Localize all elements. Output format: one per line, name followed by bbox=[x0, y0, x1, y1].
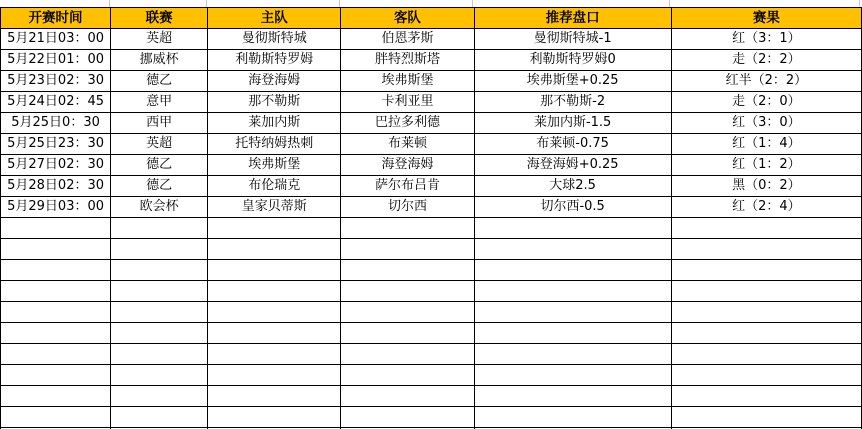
empty-cell[interactable] bbox=[111, 260, 208, 281]
column-header-cell-5[interactable]: 推荐盘口 bbox=[474, 8, 671, 29]
league-cell[interactable]: 欧会杯 bbox=[111, 197, 208, 218]
empty-cell[interactable] bbox=[474, 260, 671, 281]
away-team-cell[interactable]: 埃弗斯堡 bbox=[341, 71, 474, 92]
column-header-cell-3[interactable]: 主队 bbox=[208, 8, 341, 29]
empty-cell[interactable] bbox=[341, 302, 474, 323]
empty-cell[interactable] bbox=[671, 260, 861, 281]
home-team-cell[interactable]: 布伦瑞克 bbox=[208, 176, 341, 197]
table-row bbox=[1, 155, 862, 176]
away-team-cell[interactable]: 萨尔布吕肯 bbox=[341, 176, 474, 197]
empty-cell[interactable] bbox=[1, 365, 111, 386]
match-time-cell[interactable]: 5月29日03：00 bbox=[1, 197, 111, 218]
away-team-cell[interactable]: 卡利亚里 bbox=[341, 92, 474, 113]
schedule-table bbox=[0, 7, 862, 429]
table-body bbox=[1, 29, 862, 429]
empty-cell[interactable] bbox=[341, 344, 474, 365]
pick-cell[interactable]: 布莱顿-0.75 bbox=[474, 134, 671, 155]
league-cell[interactable]: 德乙 bbox=[111, 176, 208, 197]
empty-cell[interactable] bbox=[208, 239, 341, 260]
empty-cell[interactable] bbox=[208, 260, 341, 281]
empty-cell[interactable] bbox=[341, 260, 474, 281]
empty-cell[interactable] bbox=[671, 407, 861, 428]
empty-cell[interactable] bbox=[1, 344, 111, 365]
home-team-cell[interactable]: 莱加内斯 bbox=[208, 113, 341, 134]
league-cell[interactable]: 西甲 bbox=[111, 113, 208, 134]
empty-cell[interactable] bbox=[1, 260, 111, 281]
empty-row bbox=[1, 365, 862, 386]
league-cell[interactable]: 英超 bbox=[111, 134, 208, 155]
empty-cell[interactable] bbox=[208, 407, 341, 428]
home-team-cell[interactable]: 埃弗斯堡 bbox=[208, 155, 341, 176]
empty-row bbox=[1, 323, 862, 344]
empty-cell[interactable] bbox=[1, 302, 111, 323]
away-team-cell[interactable]: 巴拉多利德 bbox=[341, 113, 474, 134]
empty-row bbox=[1, 407, 862, 428]
table-header-row bbox=[1, 8, 862, 29]
away-team-cell[interactable]: 布莱顿 bbox=[341, 134, 474, 155]
empty-cell[interactable] bbox=[341, 386, 474, 407]
result-cell[interactable]: 红（3：1） bbox=[671, 29, 861, 50]
pick-cell[interactable]: 埃弗斯堡+0.25 bbox=[474, 71, 671, 92]
empty-cell[interactable] bbox=[208, 323, 341, 344]
empty-cell[interactable] bbox=[671, 323, 861, 344]
result-cell[interactable]: 红（3：0） bbox=[671, 113, 861, 134]
table-row bbox=[1, 134, 862, 155]
match-time-cell[interactable]: 5月25日0：30 bbox=[1, 113, 111, 134]
empty-cell[interactable] bbox=[111, 386, 208, 407]
pick-cell[interactable]: 曼彻斯特城-1 bbox=[474, 29, 671, 50]
empty-cell[interactable] bbox=[474, 344, 671, 365]
match-time-cell[interactable]: 5月21日03：00 bbox=[1, 29, 111, 50]
result-cell[interactable]: 红半（2：2） bbox=[671, 71, 861, 92]
league-cell[interactable]: 德乙 bbox=[111, 71, 208, 92]
empty-cell[interactable] bbox=[1, 386, 111, 407]
column-header-1[interactable] bbox=[0, 0, 110, 7]
result-cell[interactable]: 红（2：4） bbox=[671, 197, 861, 218]
empty-row bbox=[1, 218, 862, 239]
empty-cell[interactable] bbox=[341, 218, 474, 239]
column-header-cell-1[interactable]: 开赛时间 bbox=[1, 8, 111, 29]
column-header-cell-2[interactable]: 联赛 bbox=[111, 8, 208, 29]
empty-cell[interactable] bbox=[1, 239, 111, 260]
empty-cell[interactable] bbox=[341, 407, 474, 428]
empty-cell[interactable] bbox=[111, 344, 208, 365]
empty-row bbox=[1, 239, 862, 260]
league-cell[interactable]: 英超 bbox=[111, 29, 208, 50]
empty-cell[interactable] bbox=[111, 365, 208, 386]
column-header-2[interactable] bbox=[110, 0, 207, 7]
empty-cell[interactable] bbox=[671, 365, 861, 386]
empty-cell[interactable] bbox=[474, 281, 671, 302]
empty-cell[interactable] bbox=[111, 281, 208, 302]
empty-cell[interactable] bbox=[474, 365, 671, 386]
empty-cell[interactable] bbox=[208, 344, 341, 365]
empty-row bbox=[1, 302, 862, 323]
empty-cell[interactable] bbox=[671, 302, 861, 323]
empty-cell[interactable] bbox=[474, 323, 671, 344]
column-header-6[interactable] bbox=[670, 0, 860, 7]
table-row bbox=[1, 50, 862, 71]
empty-cell[interactable] bbox=[111, 323, 208, 344]
empty-cell[interactable] bbox=[671, 344, 861, 365]
table-row bbox=[1, 176, 862, 197]
table-row bbox=[1, 197, 862, 218]
home-team-cell[interactable]: 海登海姆 bbox=[208, 71, 341, 92]
match-time-cell[interactable]: 5月25日23：30 bbox=[1, 134, 111, 155]
table-row bbox=[1, 29, 862, 50]
table-row bbox=[1, 113, 862, 134]
column-header-5[interactable] bbox=[473, 0, 670, 7]
league-cell[interactable]: 德乙 bbox=[111, 155, 208, 176]
result-cell[interactable]: 红（1：2） bbox=[671, 155, 861, 176]
empty-row bbox=[1, 260, 862, 281]
match-time-cell[interactable]: 5月28日02：30 bbox=[1, 176, 111, 197]
league-cell[interactable]: 意甲 bbox=[111, 92, 208, 113]
pick-cell[interactable]: 莱加内斯-1.5 bbox=[474, 113, 671, 134]
home-team-cell[interactable]: 利勒斯特罗姆 bbox=[208, 50, 341, 71]
home-team-cell[interactable]: 曼彻斯特城 bbox=[208, 29, 341, 50]
empty-cell[interactable] bbox=[474, 239, 671, 260]
pick-cell[interactable]: 切尔西-0.5 bbox=[474, 197, 671, 218]
empty-cell[interactable] bbox=[1, 407, 111, 428]
home-team-cell[interactable]: 那不勒斯 bbox=[208, 92, 341, 113]
empty-cell[interactable] bbox=[341, 239, 474, 260]
empty-cell[interactable] bbox=[671, 386, 861, 407]
empty-cell[interactable] bbox=[111, 218, 208, 239]
column-header-cell-6[interactable]: 赛果 bbox=[671, 8, 861, 29]
pick-cell[interactable]: 海登海姆+0.25 bbox=[474, 155, 671, 176]
empty-cell[interactable] bbox=[474, 386, 671, 407]
empty-cell[interactable] bbox=[671, 239, 861, 260]
empty-cell[interactable] bbox=[208, 302, 341, 323]
empty-row bbox=[1, 344, 862, 365]
empty-cell[interactable] bbox=[671, 218, 861, 239]
away-team-cell[interactable]: 胖特烈斯塔 bbox=[341, 50, 474, 71]
result-cell[interactable]: 红（1：4） bbox=[671, 134, 861, 155]
result-cell[interactable]: 走（2：0） bbox=[671, 92, 861, 113]
match-time-cell[interactable]: 5月24日02：45 bbox=[1, 92, 111, 113]
empty-cell[interactable] bbox=[341, 365, 474, 386]
column-header-3[interactable] bbox=[207, 0, 340, 7]
match-time-cell[interactable]: 5月23日02：30 bbox=[1, 71, 111, 92]
pick-cell[interactable]: 那不勒斯-2 bbox=[474, 92, 671, 113]
empty-cell[interactable] bbox=[474, 407, 671, 428]
pick-cell[interactable]: 大球2.5 bbox=[474, 176, 671, 197]
empty-cell[interactable] bbox=[111, 407, 208, 428]
empty-cell[interactable] bbox=[208, 386, 341, 407]
match-time-cell[interactable]: 5月22日01：00 bbox=[1, 50, 111, 71]
pick-cell[interactable]: 利勒斯特罗姆0 bbox=[474, 50, 671, 71]
empty-cell[interactable] bbox=[111, 239, 208, 260]
match-time-cell[interactable]: 5月27日02：30 bbox=[1, 155, 111, 176]
result-cell[interactable]: 走（2：2） bbox=[671, 50, 861, 71]
empty-cell[interactable] bbox=[1, 323, 111, 344]
league-cell[interactable]: 挪威杯 bbox=[111, 50, 208, 71]
empty-cell[interactable] bbox=[111, 302, 208, 323]
empty-cell[interactable] bbox=[208, 281, 341, 302]
empty-cell[interactable] bbox=[671, 281, 861, 302]
empty-cell[interactable] bbox=[474, 302, 671, 323]
column-header-4[interactable] bbox=[340, 0, 473, 7]
away-team-cell[interactable]: 伯恩茅斯 bbox=[341, 29, 474, 50]
table-row bbox=[1, 71, 862, 92]
home-team-cell[interactable]: 皇家贝蒂斯 bbox=[208, 197, 341, 218]
result-cell[interactable]: 黑（0：2） bbox=[671, 176, 861, 197]
empty-cell[interactable] bbox=[341, 323, 474, 344]
away-team-cell[interactable]: 切尔西 bbox=[341, 197, 474, 218]
empty-cell[interactable] bbox=[341, 281, 474, 302]
empty-row bbox=[1, 386, 862, 407]
table-row bbox=[1, 92, 862, 113]
column-header-cell-4[interactable]: 客队 bbox=[341, 8, 474, 29]
away-team-cell[interactable]: 海登海姆 bbox=[341, 155, 474, 176]
empty-cell[interactable] bbox=[474, 218, 671, 239]
empty-row bbox=[1, 281, 862, 302]
empty-cell[interactable] bbox=[208, 218, 341, 239]
empty-cell[interactable] bbox=[208, 365, 341, 386]
empty-cell[interactable] bbox=[1, 281, 111, 302]
home-team-cell[interactable]: 托特纳姆热刺 bbox=[208, 134, 341, 155]
empty-cell[interactable] bbox=[1, 218, 111, 239]
column-header-strip bbox=[0, 0, 862, 7]
